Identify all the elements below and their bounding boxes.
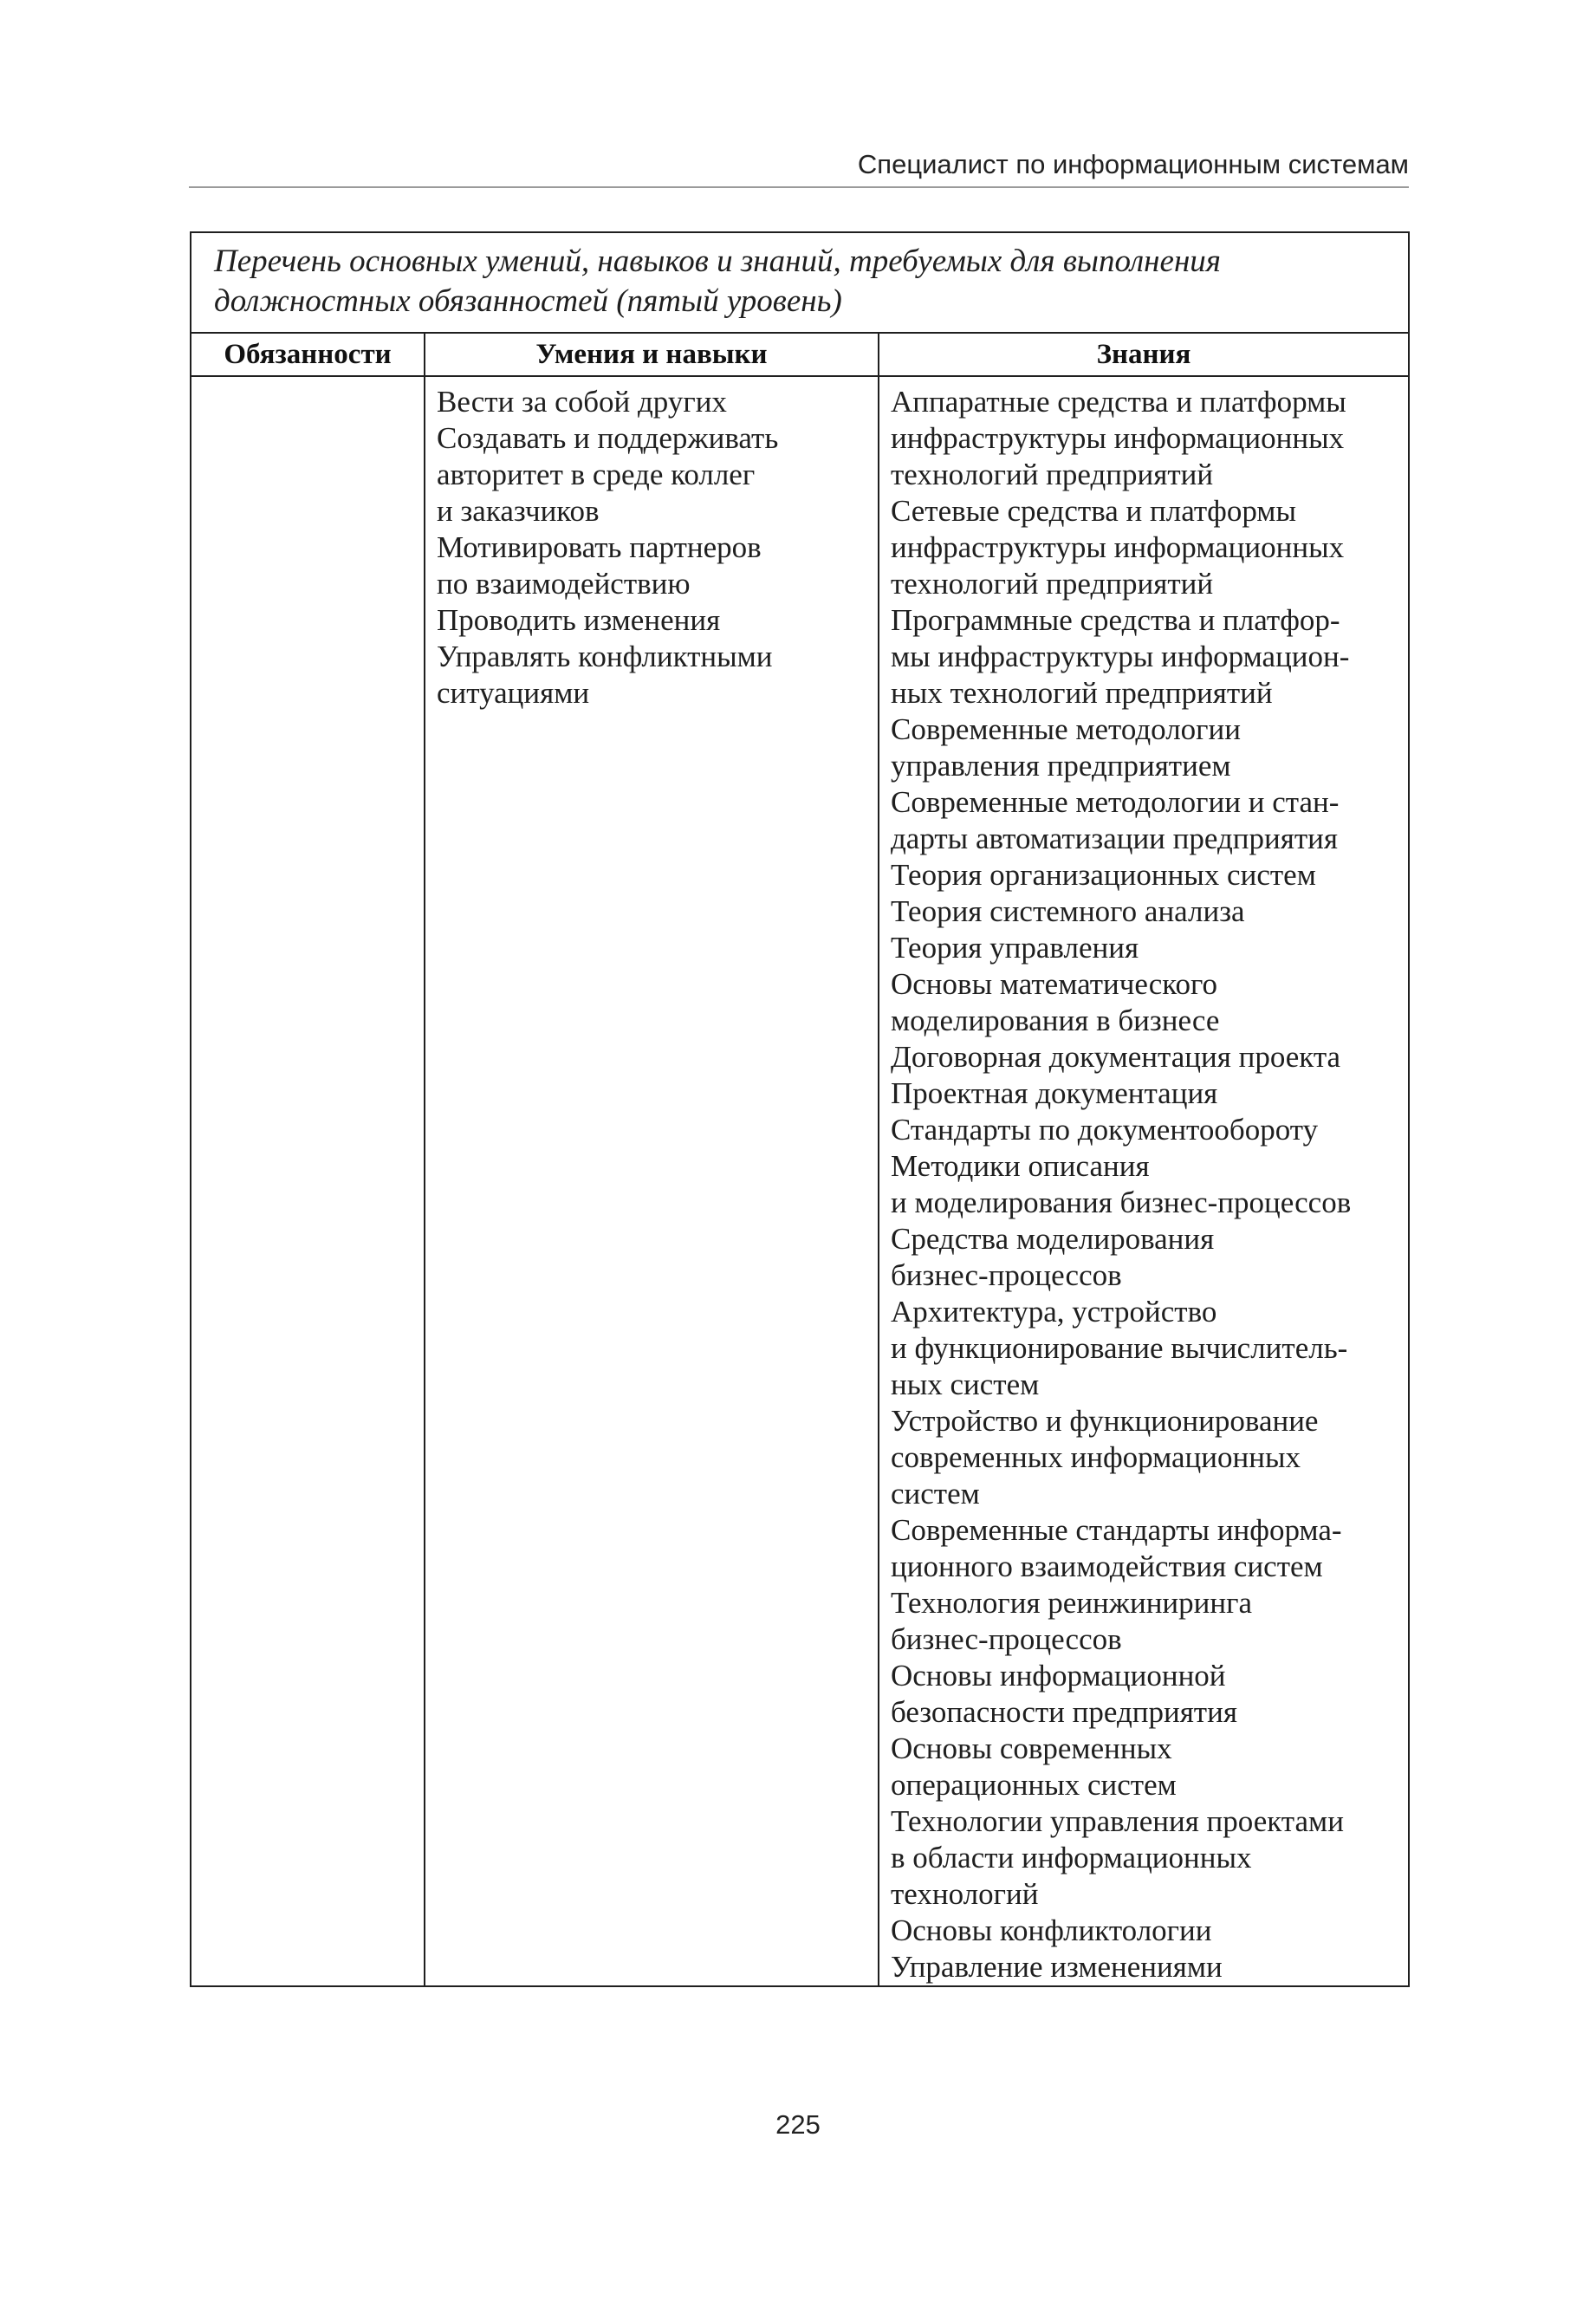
table-header-row [191, 333, 1409, 376]
cell-text-line: Основы информационной [891, 1659, 1226, 1693]
cell-text-line: Современные стандарты информа- [891, 1513, 1342, 1547]
cell-text-line: ных систем [891, 1368, 1040, 1401]
cell-text-line: бизнес-процессов [891, 1258, 1122, 1292]
cell-text-line: технологий предприятий [891, 567, 1214, 601]
cell-text-line: Теория системного анализа [891, 894, 1245, 928]
cell-text-line: Создавать и поддерживать [437, 421, 779, 455]
cell-text-line: инфраструктуры информационных [891, 421, 1345, 455]
cell-text-line: безопасности предприятия [891, 1695, 1237, 1729]
cell-text-line: в области информационных [891, 1841, 1252, 1874]
cell-text-line: Программные средства и платфор- [891, 603, 1340, 637]
cell-text-line: Стандарты по документообороту [891, 1113, 1319, 1147]
cell-text-line: Основы современных [891, 1731, 1172, 1765]
cell-text-line: Современные методологии [891, 712, 1241, 746]
column-header-duties: Обязанности [191, 333, 425, 376]
table-row [191, 376, 1409, 1986]
cell-text-line: Технология реинжиниринга [891, 1586, 1253, 1620]
cell-text-line: Проводить изменения [437, 603, 721, 637]
page-number: 225 [775, 2109, 821, 2140]
cell-text-line: инфраструктуры информационных [891, 530, 1345, 564]
cell-text-line: моделирования в бизнесе [891, 1004, 1220, 1037]
cell-text-line: Аппаратные средства и платформы [891, 385, 1346, 419]
table-caption-row [191, 232, 1409, 333]
cell-text-line: Средства моделирования [891, 1222, 1215, 1256]
cell-text-line: Современные методологии и стан- [891, 785, 1340, 819]
cell-text-line: Договорная документация проекта [891, 1040, 1341, 1074]
cell-text-line: Управлять конфликтными [437, 640, 773, 673]
cell-text-line: Сетевые средства и платформы [891, 494, 1296, 528]
knowledge-cell [879, 376, 1409, 1986]
cell-text-line: дарты автоматизации предприятия [891, 822, 1338, 855]
cell-text-line: технологий [891, 1877, 1039, 1911]
cell-text-line: и моделирования бизнес-процессов [891, 1186, 1352, 1219]
cell-text-line: мы инфраструктуры информацион- [891, 640, 1350, 673]
cell-text-line: бизнес-процессов [891, 1622, 1122, 1656]
cell-text-line: Теория организационных систем [891, 858, 1316, 892]
table-caption [191, 232, 1409, 333]
cell-text-line: Теория управления [891, 931, 1139, 965]
cell-text-line: операционных систем [891, 1768, 1177, 1802]
cell-text-line: Устройство и функционирование [891, 1404, 1319, 1438]
cell-text-line: управления предприятием [891, 749, 1231, 783]
cell-text-line: Архитектура, устройство [891, 1295, 1217, 1329]
cell-text-line: ционного взаимодействия систем [891, 1550, 1323, 1583]
cell-text-line: Управление изменениями [891, 1950, 1223, 1984]
cell-text-line: ных технологий предприятий [891, 676, 1273, 710]
running-head-title: Специалист по информационным системам [857, 149, 1409, 179]
cell-text-line: технологий предприятий [891, 458, 1214, 491]
cell-text-line: Вести за собой других [437, 385, 727, 419]
cell-text-line: ситуациями [437, 676, 590, 710]
competency-table [190, 231, 1410, 1987]
running-head [189, 146, 1409, 188]
skills-cell [425, 376, 879, 1986]
column-header-skills: Умения и навыки [425, 333, 879, 376]
cell-text-line: и функционирование вычислитель- [891, 1331, 1348, 1365]
duties-cell [191, 376, 425, 1986]
cell-text-line: Мотивировать партнеров [437, 530, 762, 564]
column-header-knowledge: Знания [879, 333, 1409, 376]
table-caption-line: Перечень основных умений, навыков и знаний, требуемых для выполнения [214, 244, 1221, 279]
cell-text-line: Технологии управления проектами [891, 1804, 1344, 1838]
cell-text-line: Методики описания [891, 1149, 1150, 1183]
cell-text-line: и заказчиков [437, 494, 600, 528]
cell-text-line: систем [891, 1477, 980, 1511]
cell-text-line: Основы конфликтологии [891, 1913, 1212, 1947]
cell-text-line: по взаимодействию [437, 567, 691, 601]
cell-text-line: авторитет в среде коллег [437, 458, 756, 491]
cell-text-line: Проектная документация [891, 1076, 1218, 1110]
cell-text-line: современных информационных [891, 1440, 1301, 1474]
table-caption-line: должностных обязанностей (пятый уровень) [214, 283, 842, 319]
cell-text-line: Основы математического [891, 967, 1218, 1001]
